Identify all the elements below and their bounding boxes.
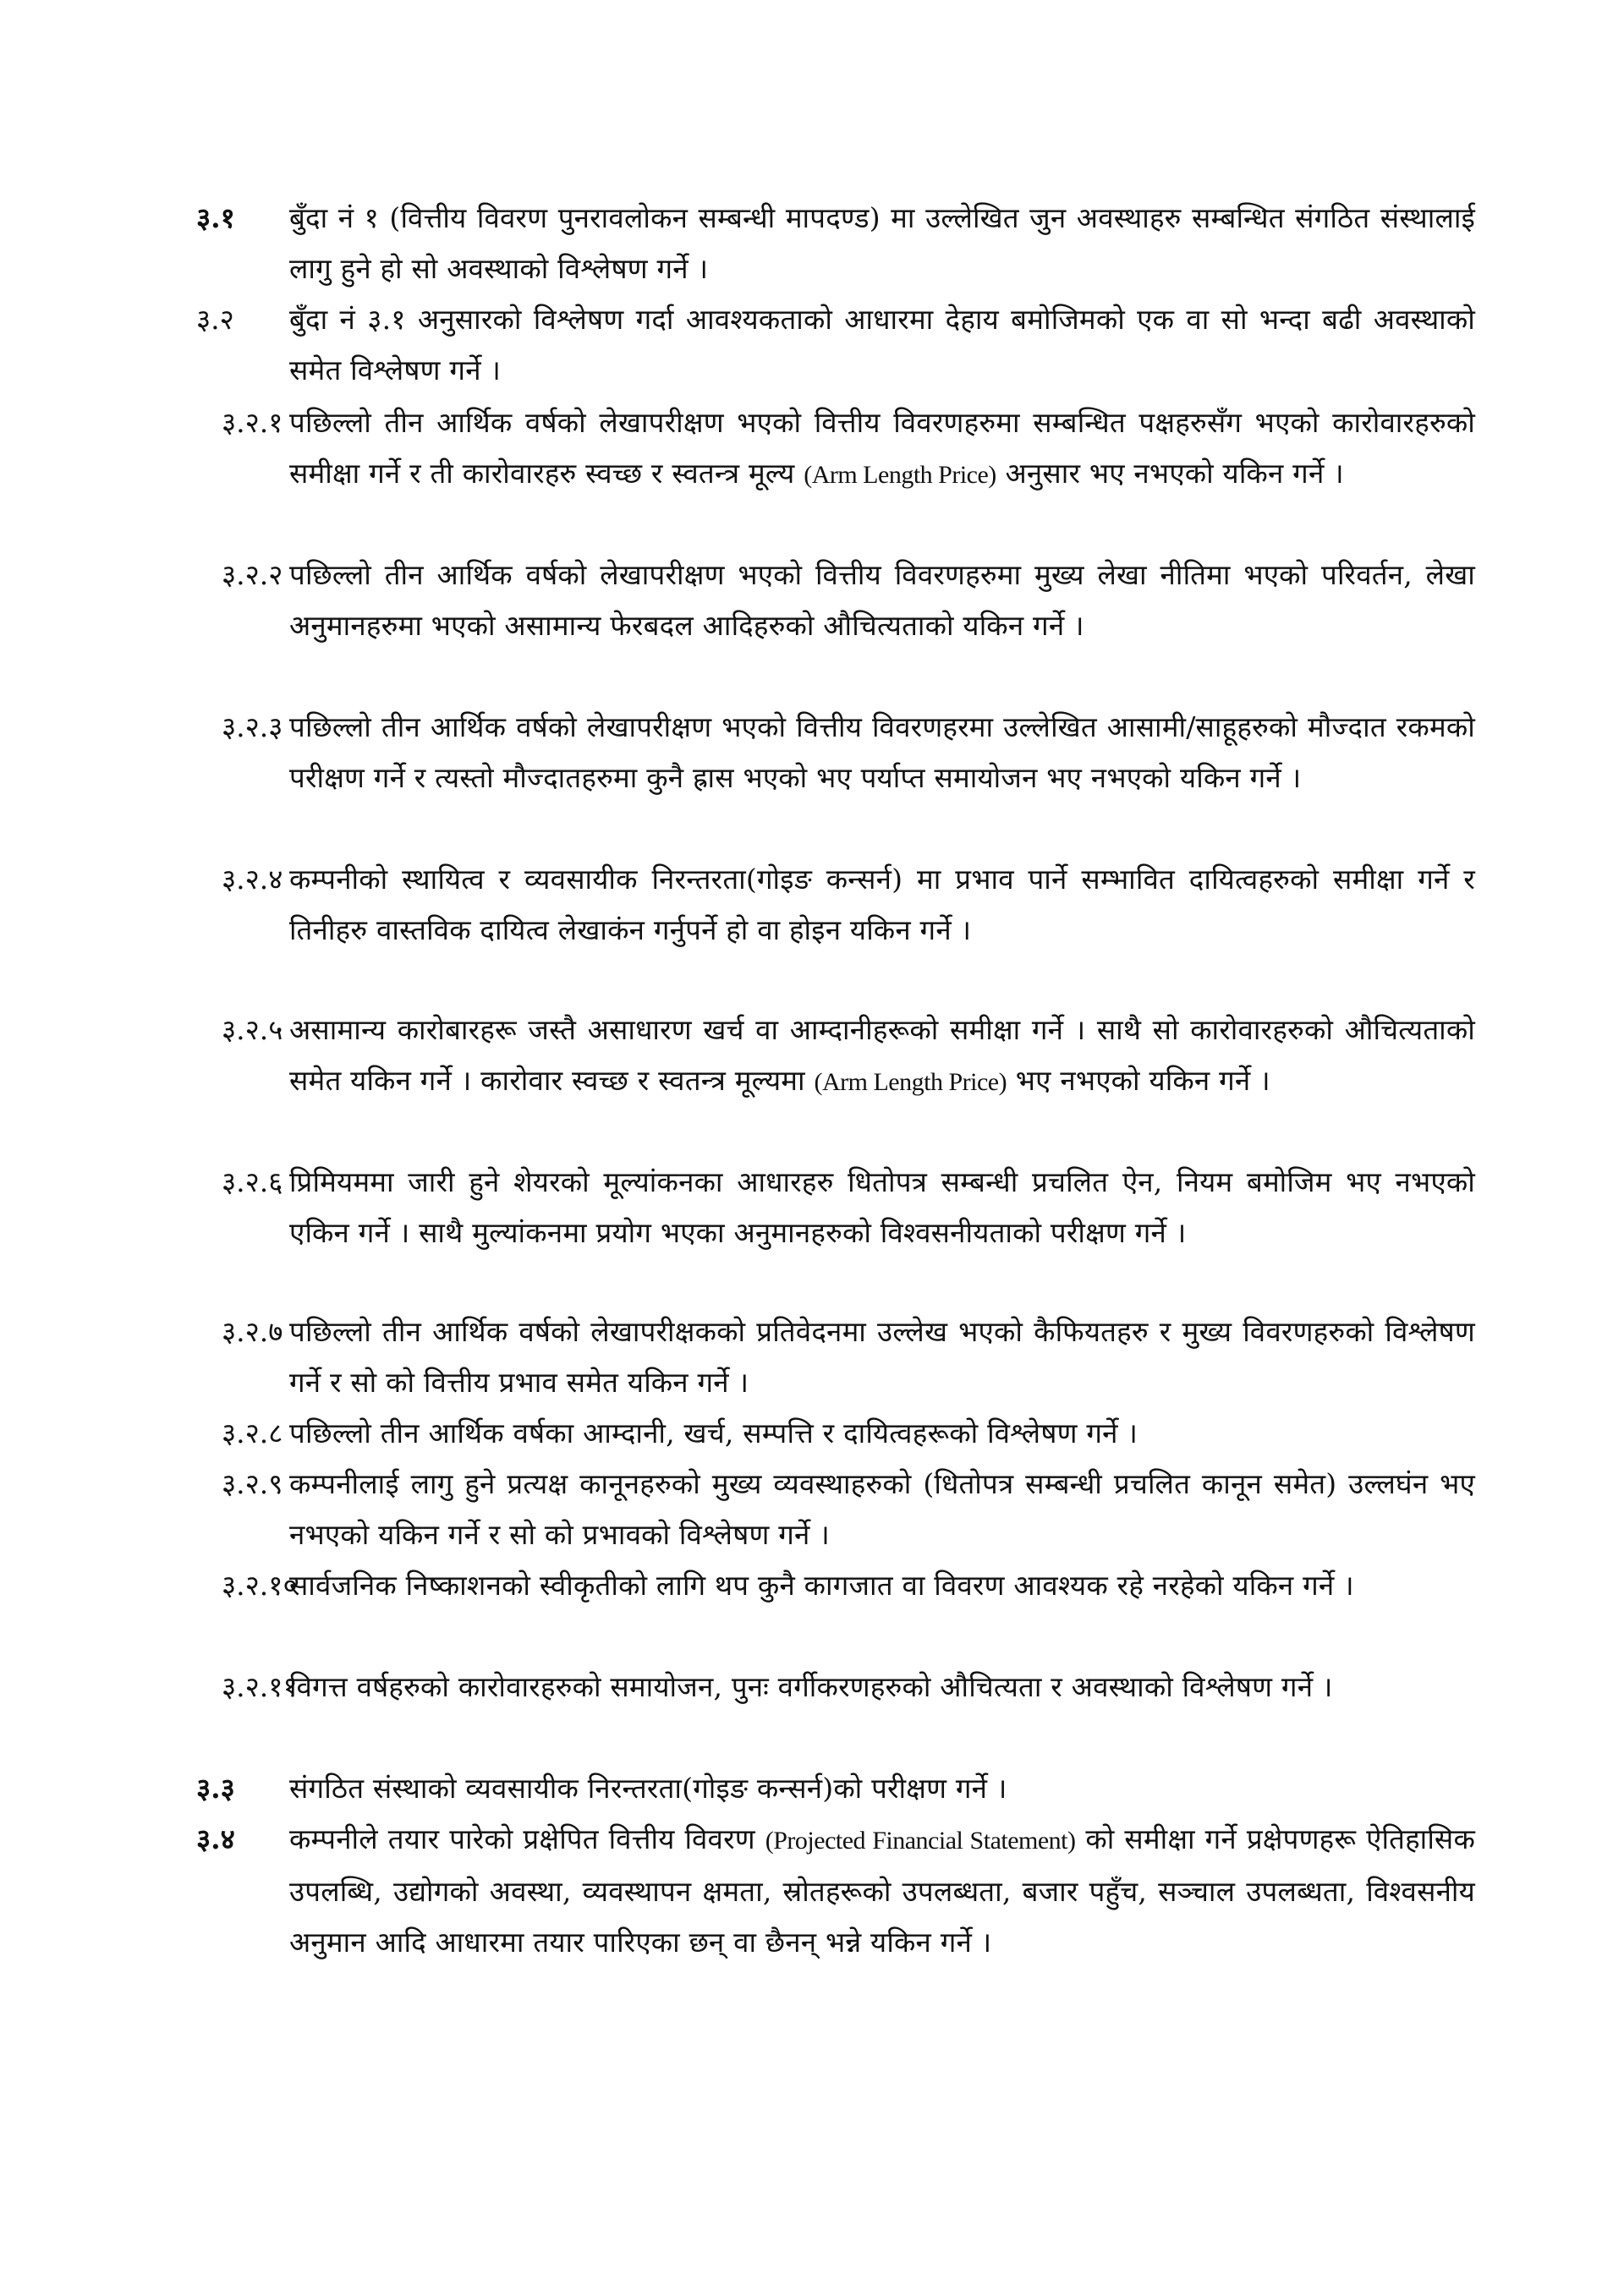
- item-text: पछिल्लो तीन आर्थिक वर्षको लेखापरीक्षकको प्रतिवेदनमा उल्लेख भएको कैफियतहरु र मुख्य विवरणहरुको विश्लेषण गर्ने र सो को वित्तीय प्रभाव समेत यकिन गर्ने ।: [289, 1315, 1475, 1399]
- item-text: [289, 1814, 1475, 1968]
- list-item-3-2-4: [222, 854, 1475, 956]
- english-term: (Arm Length Price): [814, 1068, 1007, 1096]
- list-item-3-2-11: [222, 1662, 1475, 1712]
- item-text: पछिल्लो तीन आर्थिक वर्षको लेखापरीक्षण भएको वित्तीय विवरणहरमा उल्लेखित आसामी/साहूहरुको मौज्दात रकमको परीक्षण गर्ने र त्यस्तो मौज्दातहरुमा कुनै ह्रास भएको भए पर्याप्त समायोजन भए नभएको यकिन गर्ने ।: [289, 710, 1475, 794]
- item-text: बुँदा नं ३.१ अनुसारको विश्लेषण गर्दा आवश्यकताको आधारमा देहाय बमोजिमको एक वा सो भन्दा बढी अवस्थाको समेत विश्लेषण गर्ने ।: [289, 303, 1475, 386]
- item-number: ३.४: [196, 1822, 235, 1855]
- item-number: ३.२.१०: [222, 1569, 298, 1602]
- english-term: (Arm Length Price): [804, 461, 996, 489]
- list-item-3-3: [196, 1763, 1475, 1814]
- item-text: बुँदा नं १ (वित्तीय विवरण पुनरावलोकन सम्बन्धी मापदण्ड) मा उल्लेखित जुन अवस्थाहरु सम्बन्धित संगठित संस्थालाई लागु हुने हो सो अवस्थाको विश्लेषण गर्ने ।: [289, 201, 1475, 285]
- item-number: ३.२.६: [222, 1165, 283, 1198]
- item-text: संगठित संस्थाको व्यवसायीक निरन्तरता(गोइङ कन्सर्न)को परीक्षण गर्ने ।: [289, 1772, 1007, 1805]
- item-text: प्रिमियममा जारी हुने शेयरको मूल्यांकनका आधारहरु धितोपत्र सम्बन्धी प्रचलित ऐन, नियम बमोजिम भए नभएको एकिन गर्ने । साथै मुल्यांकनमा प्रयोग भएका अनुमानहरुको विश्वसनीयताको परीक्षण गर्ने ।: [289, 1165, 1475, 1249]
- item-number: ३.२.९: [222, 1467, 283, 1500]
- list-item-3-2-6: [222, 1157, 1475, 1258]
- list-item-3-2-10: [222, 1560, 1475, 1611]
- list-item-3-2-3: [222, 702, 1475, 803]
- item-number: ३.२.८: [222, 1417, 283, 1449]
- item-number: ३.२.५: [222, 1013, 283, 1046]
- list-item-3-2-9: [222, 1459, 1475, 1560]
- list-item-3-2-8: [222, 1408, 1475, 1459]
- item-text: विगत्त वर्षहरुको कारोवारहरुको समायोजन, पुनः वर्गीकरणहरुको औचित्यता र अवस्थाको विश्लेषण गर्ने ।: [289, 1670, 1333, 1703]
- item-number: ३.३: [196, 1772, 235, 1805]
- item-text: [289, 397, 1475, 501]
- item-number: ३.२: [196, 303, 234, 336]
- item-number: ३.२.४: [222, 863, 283, 896]
- item-text-part: असामान्य कारोबारहरू जस्तै असाधारण खर्च वा आम्दानीहरूको समीक्षा गर्ने । साथै सो कारोवारहरुको औचित्यताको समेत यकिन गर्ने । कारोवार स्वच्छ र स्वतन्त्र मूल्यमा: [289, 1013, 1475, 1097]
- item-text-part: को समीक्षा गर्ने प्रक्षेपणहरू ऐतिहासिक उपलब्धि, उद्योगको अवस्था, व्यवस्थापन क्षमता, स्रोतहरूको उपलब्धता, बजार पहुँच, सञ्चाल उपलब्धता, विश्वसनीय अनुमान आदि आधारमा तयार पारिएका छन् वा छैनन् भन्ने यकिन गर्ने ।: [289, 1822, 1475, 1959]
- item-text: [289, 1005, 1475, 1108]
- item-text: पछिल्लो तीन आर्थिक वर्षका आम्दानी, खर्च, सम्पत्ति र दायित्वहरूको विश्लेषण गर्ने ।: [289, 1417, 1138, 1449]
- item-text-part: भए नभएको यकिन गर्ने ।: [1015, 1064, 1270, 1097]
- item-text: पछिल्लो तीन आर्थिक वर्षको लेखापरीक्षण भएको वित्तीय विवरणहरुमा मुख्य लेखा नीतिमा भएको परिवर्तन, लेखा अनुमानहरुमा भएको असामान्य फेरबदल आदिहरुको औचित्यताको यकिन गर्ने ।: [289, 558, 1475, 642]
- item-text: कम्पनीलाई लागु हुने प्रत्यक्ष कानूनहरुको मुख्य व्यवस्थाहरुको (धितोपत्र सम्बन्धी प्रचलित कानून समेत) उल्लघंन भए नभएको यकिन गर्ने र सो को प्रभावको विश्लेषण गर्ने ।: [289, 1467, 1475, 1551]
- item-text-part: पछिल्लो तीन आर्थिक वर्षको लेखापरीक्षण भएको वित्तीय विवरणहरुमा सम्बन्धित पक्षहरुसँग भएको कारोवारहरुको समीक्षा गर्ने र ती कारोवारहरु स्वच्छ र स्वतन्त्र मूल्य: [289, 406, 1475, 490]
- item-number: ३.२.११: [222, 1670, 298, 1703]
- item-text: सार्वजनिक निष्काशनको स्वीकृतीको लागि थप कुनै कागजात वा विवरण आवश्यक रहे नरहेको यकिन गर्ने ।: [289, 1569, 1354, 1602]
- list-item-3-2: [196, 294, 1475, 396]
- list-item-3-2-2: [222, 550, 1475, 651]
- list-item-3-2-7: [222, 1307, 1475, 1408]
- item-number: ३.२.२: [222, 558, 283, 591]
- item-text-part: कम्पनीले तयार पारेको प्रक्षेपित वित्तीय विवरण: [289, 1822, 755, 1855]
- item-number: ३.१: [196, 201, 235, 234]
- list-item-3-2-1: [222, 397, 1475, 501]
- item-number: ३.२.१: [222, 406, 283, 439]
- item-number: ३.२.७: [222, 1315, 283, 1348]
- list-item-3-2-5: [222, 1005, 1475, 1108]
- list-item-3-1: [196, 193, 1475, 294]
- english-term: (Projected Financial Statement): [765, 1827, 1076, 1855]
- item-text: कम्पनीको स्थायित्व र व्यवसायीक निरन्तरता(गोइङ कन्सर्न) मा प्रभाव पार्ने सम्भावित दायित्वहरुको समीक्षा गर्ने र तिनीहरु वास्तविक दायित्व लेखाकंन गर्नुपर्ने हो वा होइन यकिन गर्ने ।: [289, 863, 1475, 946]
- list-item-3-4: [196, 1814, 1475, 1968]
- item-number: ३.२.३: [222, 710, 283, 743]
- item-text-part: अनुसार भए नभएको यकिन गर्ने ।: [1005, 457, 1344, 490]
